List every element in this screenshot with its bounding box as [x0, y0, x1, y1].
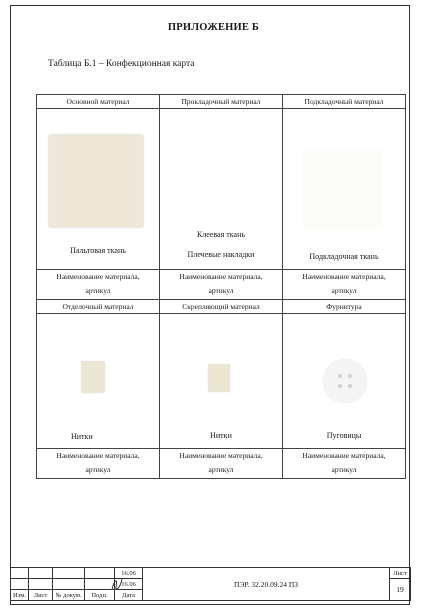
name-line-1: Наименование материала, — [302, 272, 386, 281]
name-cell — [160, 449, 283, 479]
stamp-cell — [53, 579, 85, 590]
cell-interlining-sample — [160, 109, 283, 270]
header-fastening-material: Скрепляющий материал — [160, 300, 283, 314]
stamp-cell — [11, 579, 29, 590]
table-header-row-2 — [37, 300, 406, 314]
name-line-1: Наименование материала, — [302, 451, 386, 460]
button-hole-icon — [338, 384, 342, 388]
sample-row-2 — [37, 314, 406, 449]
document-code: ПЭР. 32.20.09.24 ПЗ — [143, 568, 390, 601]
name-line-2: артикул — [208, 286, 234, 295]
table-header-row — [37, 95, 406, 109]
header-lining-material: Подкладочный материал — [283, 95, 406, 109]
stamp-date: 16.06 — [115, 568, 143, 579]
stamp-col-signature: Подп. — [85, 590, 115, 601]
cell-finishing-sample — [37, 314, 160, 449]
header-main-material: Основной материал — [37, 95, 160, 109]
name-line-1: Наименование материала, — [179, 272, 263, 281]
table-caption: Таблица Б.1 – Конфекционная карта — [48, 59, 195, 69]
header-finishing-material: Отделочный материал — [37, 300, 160, 314]
name-cell — [37, 449, 160, 479]
button-icon — [323, 359, 367, 403]
stamp-col-sheet: Лист — [29, 590, 53, 601]
name-line-2: артикул — [85, 465, 111, 474]
name-line-2: артикул — [331, 465, 357, 474]
lining-fabric-swatch — [303, 149, 383, 229]
title-block — [10, 567, 411, 601]
name-row-2 — [37, 449, 406, 479]
name-row-1 — [37, 270, 406, 300]
name-cell — [283, 270, 406, 300]
header-fittings: Фурнитура — [283, 300, 406, 314]
name-cell — [37, 270, 160, 300]
coat-fabric-swatch — [49, 135, 143, 227]
shoulder-pads-label: Плечевые накладки — [187, 250, 255, 259]
stamp-col-date: Дата — [115, 590, 143, 601]
sheet-label: Лист — [390, 568, 411, 579]
stamp-col-doc-number: № докум. — [53, 590, 85, 601]
button-hole-icon — [348, 384, 352, 388]
confection-card-table — [36, 94, 406, 479]
name-cell — [283, 449, 406, 479]
thread-spool-swatch — [208, 364, 230, 392]
name-line-2: артикул — [331, 286, 357, 295]
thread-label: Нитки — [71, 432, 93, 441]
thread-spool-swatch — [81, 361, 105, 393]
cell-fittings-sample — [283, 314, 406, 449]
name-line-1: Наименование материала, — [56, 272, 140, 281]
buttons-label: Пуговицы — [326, 431, 362, 440]
sheet-number: 19 — [390, 579, 411, 601]
page-title: ПРИЛОЖЕНИЕ Б — [167, 22, 260, 33]
cell-lining-sample — [283, 109, 406, 270]
cell-fastening-sample — [160, 314, 283, 449]
stamp-date: 16.06 — [115, 579, 143, 590]
name-cell — [160, 270, 283, 300]
thread-label: Нитки — [210, 431, 232, 440]
name-line-2: артикул — [85, 286, 111, 295]
name-line-1: Наименование материала, — [56, 451, 140, 460]
adhesive-fabric-label: Клеевая ткань — [196, 230, 246, 239]
stamp-cell — [29, 568, 53, 579]
name-line-1: Наименование материала, — [179, 451, 263, 460]
coat-fabric-label: Пальтовая ткань — [70, 246, 126, 255]
button-hole-icon — [338, 374, 342, 378]
stamp-cell — [53, 568, 85, 579]
button-hole-icon — [348, 374, 352, 378]
stamp-cell — [29, 579, 53, 590]
lining-fabric-label: Подкладочная ткань — [309, 252, 379, 261]
name-line-2: артикул — [208, 465, 234, 474]
cell-main-sample — [37, 109, 160, 270]
header-interlining-material: Прокладочный материал — [160, 95, 283, 109]
handwritten-signature — [110, 575, 124, 593]
stamp-cell — [11, 568, 29, 579]
stamp-col-change: Изм. — [11, 590, 29, 601]
sample-row-1 — [37, 109, 406, 270]
